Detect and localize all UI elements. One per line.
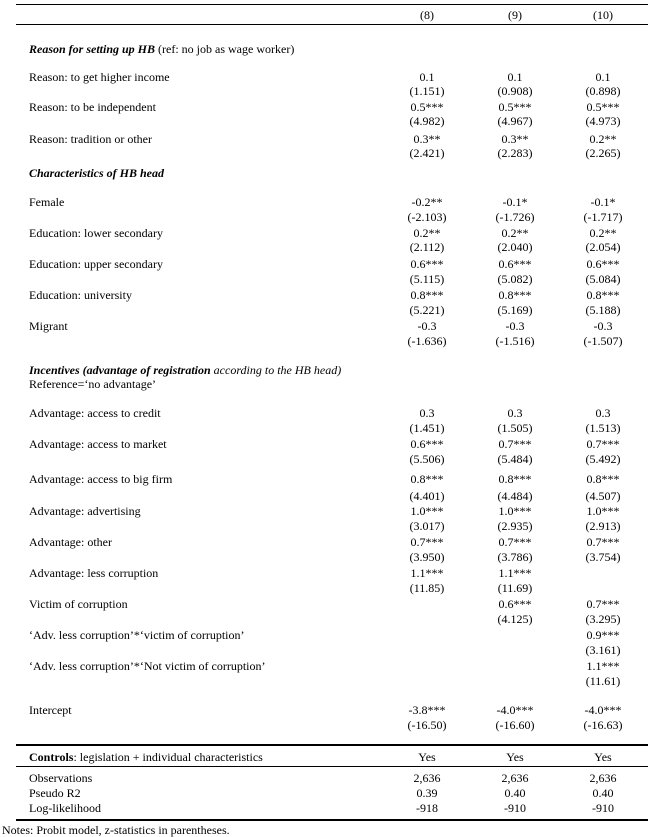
coef-cell: 0.3 (419, 406, 435, 420)
zstat-cell: (-2.103) (407, 210, 447, 224)
coef-cell: 0.8*** (498, 288, 532, 302)
section-reason-title: Reason for setting up HB (29, 42, 156, 56)
column-header-10: (10) (593, 8, 613, 22)
row-label: ‘Adv. less corruption’*‘victim of corruption’ (29, 628, 245, 642)
stat-cell: 0.40 (592, 786, 614, 800)
zstat-cell: (5.221) (409, 303, 445, 317)
coef-cell: 0.1 (595, 70, 611, 84)
zstat-cell: (3.295) (585, 612, 621, 626)
zstat-cell: (5.492) (585, 452, 621, 466)
zstat-cell: (5.084) (585, 272, 621, 286)
coef-cell: 1.1*** (586, 659, 620, 673)
coef-cell: 0.7*** (498, 437, 532, 451)
coef-cell: 0.9*** (586, 628, 620, 642)
row-label: Reason: to get higher income (29, 70, 170, 84)
zstat-cell: (-1.726) (495, 210, 535, 224)
stat-cell: -910 (504, 801, 526, 815)
zstat-cell: (3.786) (497, 550, 533, 564)
coef-cell: 1.1*** (498, 566, 532, 580)
stat-cell: -918 (416, 801, 438, 815)
coef-cell: 0.3** (413, 132, 441, 146)
zstat-cell: (4.484) (497, 489, 533, 503)
coef-cell: 1.0*** (498, 504, 532, 518)
header-rule (16, 24, 648, 25)
coef-cell: 0.1 (419, 70, 435, 84)
coef-cell: 0.6*** (410, 437, 444, 451)
zstat-cell: (-1.516) (495, 334, 535, 348)
coef-cell: -0.2** (411, 195, 443, 209)
coef-cell: 0.6*** (586, 257, 620, 271)
controls-top-rule (16, 744, 648, 746)
zstat-cell: (4.982) (409, 114, 445, 128)
coef-cell: 0.2** (589, 226, 617, 240)
coef-cell: -0.1* (590, 195, 616, 209)
stat-cell: 2,636 (413, 771, 441, 785)
coef-cell: 0.2** (589, 132, 617, 146)
zstat-cell: (5.115) (409, 272, 445, 286)
coef-cell: 0.7*** (586, 535, 620, 549)
zstat-cell: (-1.507) (583, 334, 623, 348)
zstat-cell: (5.188) (585, 303, 621, 317)
zstat-cell: (11.85) (409, 581, 445, 595)
coef-cell: 0.5*** (586, 100, 620, 114)
stat-cell: -910 (592, 801, 614, 815)
coef-cell: 0.2** (413, 226, 441, 240)
bottom-rule (16, 819, 648, 821)
section-reason-header (29, 42, 294, 56)
coef-cell: 0.7*** (410, 535, 444, 549)
coef-cell: 0.8*** (586, 472, 620, 486)
stat-cell: 2,636 (501, 771, 529, 785)
zstat-cell: (0.898) (585, 84, 621, 98)
zstat-cell: (1.451) (409, 421, 445, 435)
section-incentives-subtitle: according to the HB head) (213, 363, 342, 377)
controls-label-rest: : legislation + individual characteristics (73, 750, 263, 764)
row-label: Advantage: advertising (29, 504, 141, 518)
zstat-cell: (2.054) (585, 240, 621, 254)
zstat-cell: (4.507) (585, 489, 621, 503)
zstat-cell: (1.151) (409, 84, 445, 98)
coef-cell: -0.1* (502, 195, 528, 209)
zstat-cell: (3.754) (585, 550, 621, 564)
row-label: Reason: to be independent (29, 100, 156, 114)
row-label: Education: upper secondary (29, 257, 163, 271)
controls-cell: Yes (594, 750, 612, 764)
row-label: Education: lower secondary (29, 226, 163, 240)
zstat-cell: (5.506) (409, 452, 445, 466)
coef-cell: -0.3 (505, 319, 525, 333)
row-label: Reason: tradition or other (29, 132, 152, 146)
section-characteristics-header: Characteristics of HB head (29, 166, 165, 180)
row-label: Female (29, 195, 65, 209)
table-notes: Notes: Probit model, z-statistics in parentheses. (2, 823, 230, 837)
intercept-label: Intercept (29, 703, 72, 717)
coef-cell: 0.6*** (498, 597, 532, 611)
controls-label-bold: Controls (29, 750, 74, 764)
zstat-cell: (1.505) (497, 421, 533, 435)
row-label: Victim of corruption (29, 597, 128, 611)
zstat-cell: (-16.63) (583, 718, 623, 732)
coef-cell: -0.3 (593, 319, 613, 333)
coef-cell: 0.3** (501, 132, 529, 146)
coef-cell: 0.6*** (498, 257, 532, 271)
zstat-cell: (4.125) (497, 612, 533, 626)
zstat-cell: (-16.50) (407, 718, 447, 732)
zstat-cell: (2.913) (585, 519, 621, 533)
zstat-cell: (0.908) (497, 84, 533, 98)
section-incentives-header (29, 363, 341, 377)
zstat-cell: (5.169) (497, 303, 533, 317)
row-label: Advantage: other (29, 535, 112, 549)
controls-cell: Yes (418, 750, 436, 764)
zstat-cell: (-1.717) (583, 210, 623, 224)
zstat-cell: (2.283) (497, 146, 533, 160)
coef-cell: 1.0*** (586, 504, 620, 518)
row-label: Advantage: less corruption (29, 566, 159, 580)
controls-bottom-rule (16, 766, 648, 767)
row-label: Advantage: access to market (29, 437, 167, 451)
section-incentives-title: Incentives (advantage of registration (29, 363, 211, 377)
controls-cell: Yes (506, 750, 524, 764)
zstat-cell: (2.112) (409, 240, 445, 254)
zstat-cell: (4.401) (409, 489, 445, 503)
zstat-cell: (11.61) (585, 674, 621, 688)
coef-cell: -4.0*** (496, 703, 534, 717)
zstat-cell: (-16.60) (495, 718, 535, 732)
zstat-cell: (3.161) (585, 643, 621, 657)
coef-cell: 0.7*** (498, 535, 532, 549)
zstat-cell: (2.040) (497, 240, 533, 254)
zstat-cell: (5.484) (497, 452, 533, 466)
stat-cell: 0.39 (416, 786, 438, 800)
stat-label-pseudo-r2: Pseudo R2 (29, 786, 81, 800)
zstat-cell: (5.082) (497, 272, 533, 286)
coef-cell: 0.3 (595, 406, 611, 420)
coef-cell: 0.5*** (498, 100, 532, 114)
zstat-cell: (2.935) (497, 519, 533, 533)
stat-cell: 2,636 (589, 771, 617, 785)
coef-cell: 0.8*** (410, 288, 444, 302)
stat-label-log-likelihood: Log-likelihood (29, 801, 101, 815)
row-label: Advantage: access to credit (29, 406, 161, 420)
row-label: ‘Adv. less corruption’*‘Not victim of corruption’ (29, 659, 266, 673)
zstat-cell: (4.973) (585, 114, 621, 128)
coef-cell: 0.8*** (498, 472, 532, 486)
coef-cell: 0.6*** (410, 257, 444, 271)
coef-cell: 0.1 (507, 70, 523, 84)
zstat-cell: (3.017) (409, 519, 445, 533)
stat-label-observations: Observations (29, 771, 93, 785)
coef-cell: 0.8*** (410, 472, 444, 486)
coef-cell: -3.8*** (408, 703, 446, 717)
column-header-8: (8) (420, 8, 434, 22)
top-rule (16, 4, 648, 5)
column-header-9: (9) (508, 8, 522, 22)
coef-cell: -4.0*** (584, 703, 622, 717)
zstat-cell: (2.265) (585, 146, 621, 160)
row-label: Migrant (29, 319, 68, 333)
coef-cell: 1.1*** (410, 566, 444, 580)
coef-cell: -0.3 (417, 319, 437, 333)
row-label: Advantage: access to big firm (29, 472, 173, 486)
zstat-cell: (4.967) (497, 114, 533, 128)
coef-cell: 0.2** (501, 226, 529, 240)
coef-cell: 1.0*** (410, 504, 444, 518)
coef-cell: 0.5*** (410, 100, 444, 114)
reference-note: Reference=‘no advantage’ (29, 377, 157, 391)
zstat-cell: (1.513) (585, 421, 621, 435)
coef-cell: 0.7*** (586, 437, 620, 451)
controls-label (29, 750, 263, 764)
zstat-cell: (3.950) (409, 550, 445, 564)
coef-cell: 0.8*** (586, 288, 620, 302)
zstat-cell: (-1.636) (407, 334, 447, 348)
stat-cell: 0.40 (504, 786, 526, 800)
zstat-cell: (2.421) (409, 146, 445, 160)
row-label: Education: university (29, 288, 132, 302)
zstat-cell: (11.69) (497, 581, 533, 595)
coef-cell: 0.3 (507, 406, 523, 420)
coef-cell: 0.7*** (586, 597, 620, 611)
section-reason-note: (ref: no job as wage worker) (158, 42, 295, 56)
